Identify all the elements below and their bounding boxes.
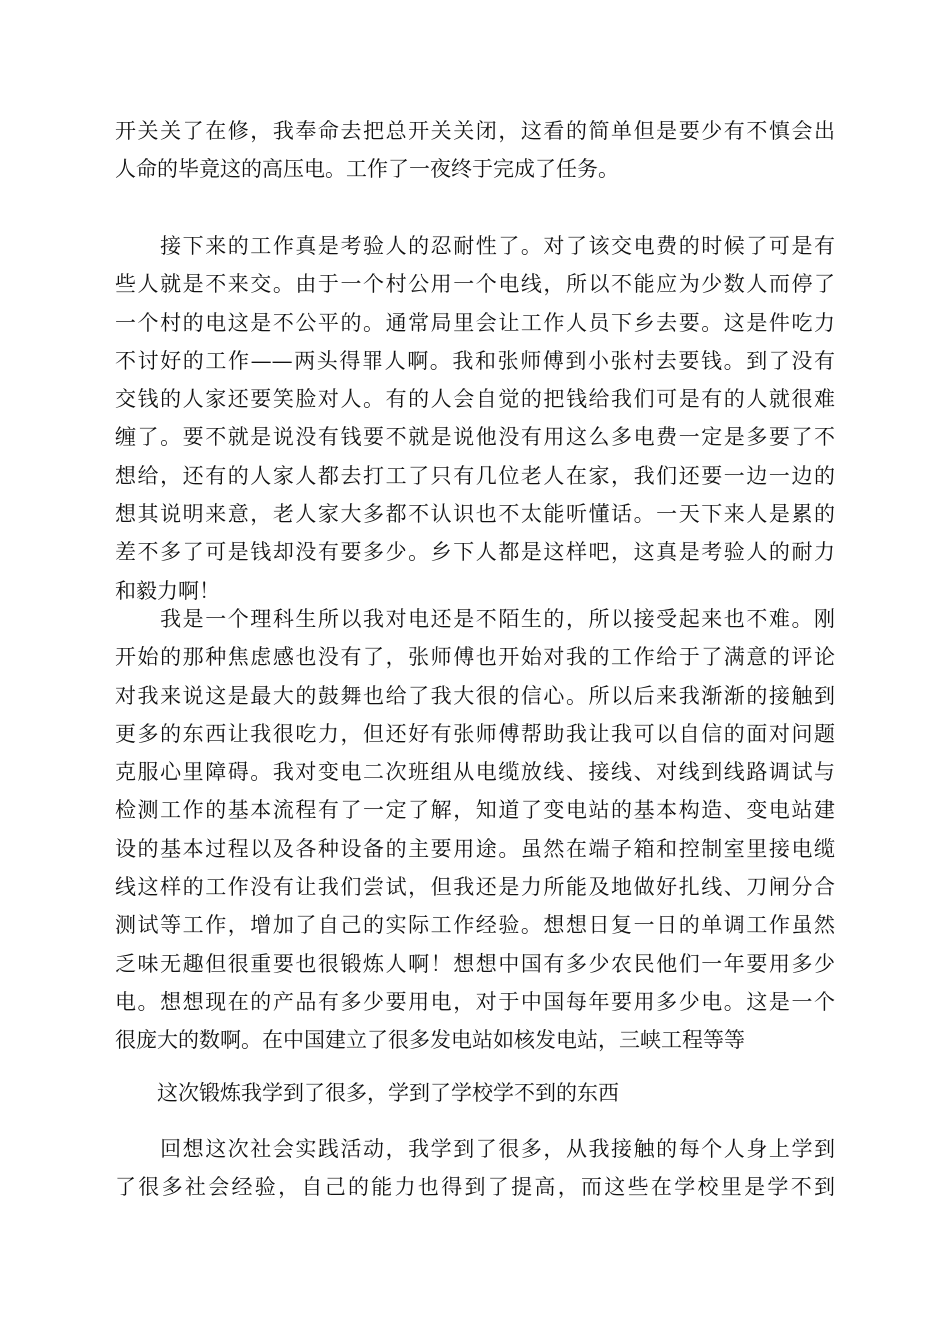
text-line: 开始的那种焦虑感也没有了，张师傅也开始对我的工作给于了满意的评论 <box>115 645 835 670</box>
text-line: 测试等工作，增加了自己的实际工作经验。想想日复一日的单调工作虽然 <box>115 913 835 938</box>
text-line: 差不多了可是钱却没有要多少。乡下人都是这样吧，这真是考验人的耐力 <box>115 540 835 565</box>
text-line: 检测工作的基本流程有了一定了解，知道了变电站的基本构造、变电站建 <box>115 798 835 823</box>
text-line: 人命的毕竟这的高压电。工作了一夜终于完成了任务。 <box>115 157 619 182</box>
text-line: 更多的东西让我很吃力，但还好有张师傅帮助我让我可以自信的面对问题 <box>115 721 835 746</box>
text-line: 对我来说这是最大的鼓舞也给了我大很的信心。所以后来我渐渐的接触到 <box>115 683 835 708</box>
text-line: 想给，还有的人家人都去打工了只有几位老人在家，我们还要一边一边的 <box>115 463 835 488</box>
paragraph-3 <box>115 600 835 1060</box>
text-line: 和毅力啊！ <box>115 578 220 603</box>
text-line: 开关关了在修，我奉命去把总开关关闭，这看的简单但是要少有不慎会出 <box>115 119 835 143</box>
text-line: 想其说明来意，老人家大多都不认识也不太能听懂话。一天下来人是累的 <box>115 502 835 527</box>
text-line: 接下来的工作真是考验人的忍耐性了。对了该交电费的时候了可是有 <box>115 234 835 258</box>
paragraph-5 <box>115 1130 835 1207</box>
text-line: 很庞大的数啊。在中国建立了很多发电站如核发电站，三峡工程等等 <box>115 1028 745 1053</box>
text-line: 电。想想现在的产品有多少要用电，对于中国每年要用多少电。这是一个 <box>115 989 835 1014</box>
text-line: 不讨好的工作——两头得罪人啊。我和张师傅到小张村去要钱。到了没有 <box>115 348 835 373</box>
text-line: 设的基本过程以及各种设备的主要用途。虽然在端子箱和控制室里接电缆 <box>115 836 835 861</box>
paragraph-4 <box>115 1074 835 1112</box>
text-line: 克服心里障碍。我对变电二次班组从电缆放线、接线、对线到线路调试与 <box>115 760 835 785</box>
text-line: 这次锻炼我学到了很多，学到了学校学不到的东西 <box>115 1081 619 1105</box>
text-line: 回想这次社会实践活动，我学到了很多，从我接触的每个人身上学到 <box>115 1137 835 1161</box>
text-line: 了很多社会经验，自己的能力也得到了提高，而这些在学校里是学不到 <box>115 1175 835 1200</box>
text-line: 乏味无趣但很重要也很锻炼人啊！想想中国有多少农民他们一年要用多少 <box>115 951 835 976</box>
text-line: 我是一个理科生所以我对电还是不陌生的，所以接受起来也不难。刚 <box>115 607 835 631</box>
paragraph-2 <box>115 227 835 610</box>
paragraph-1 <box>115 112 835 189</box>
text-line: 交钱的人家还要笑脸对人。有的人会自觉的把钱给我们可是有的人就很难 <box>115 387 835 412</box>
text-line: 些人就是不来交。由于一个村公用一个电线，所以不能应为少数人而停了 <box>115 272 835 297</box>
text-line: 一个村的电这是不公平的。通常局里会让工作人员下乡去要。这是件吃力 <box>115 310 835 335</box>
text-line: 缠了。要不就是说没有钱要不就是说他没有用这么多电费一定是多要了不 <box>115 425 835 450</box>
text-line: 线这样的工作没有让我们尝试，但我还是力所能及地做好扎线、刀闸分合 <box>115 875 835 900</box>
